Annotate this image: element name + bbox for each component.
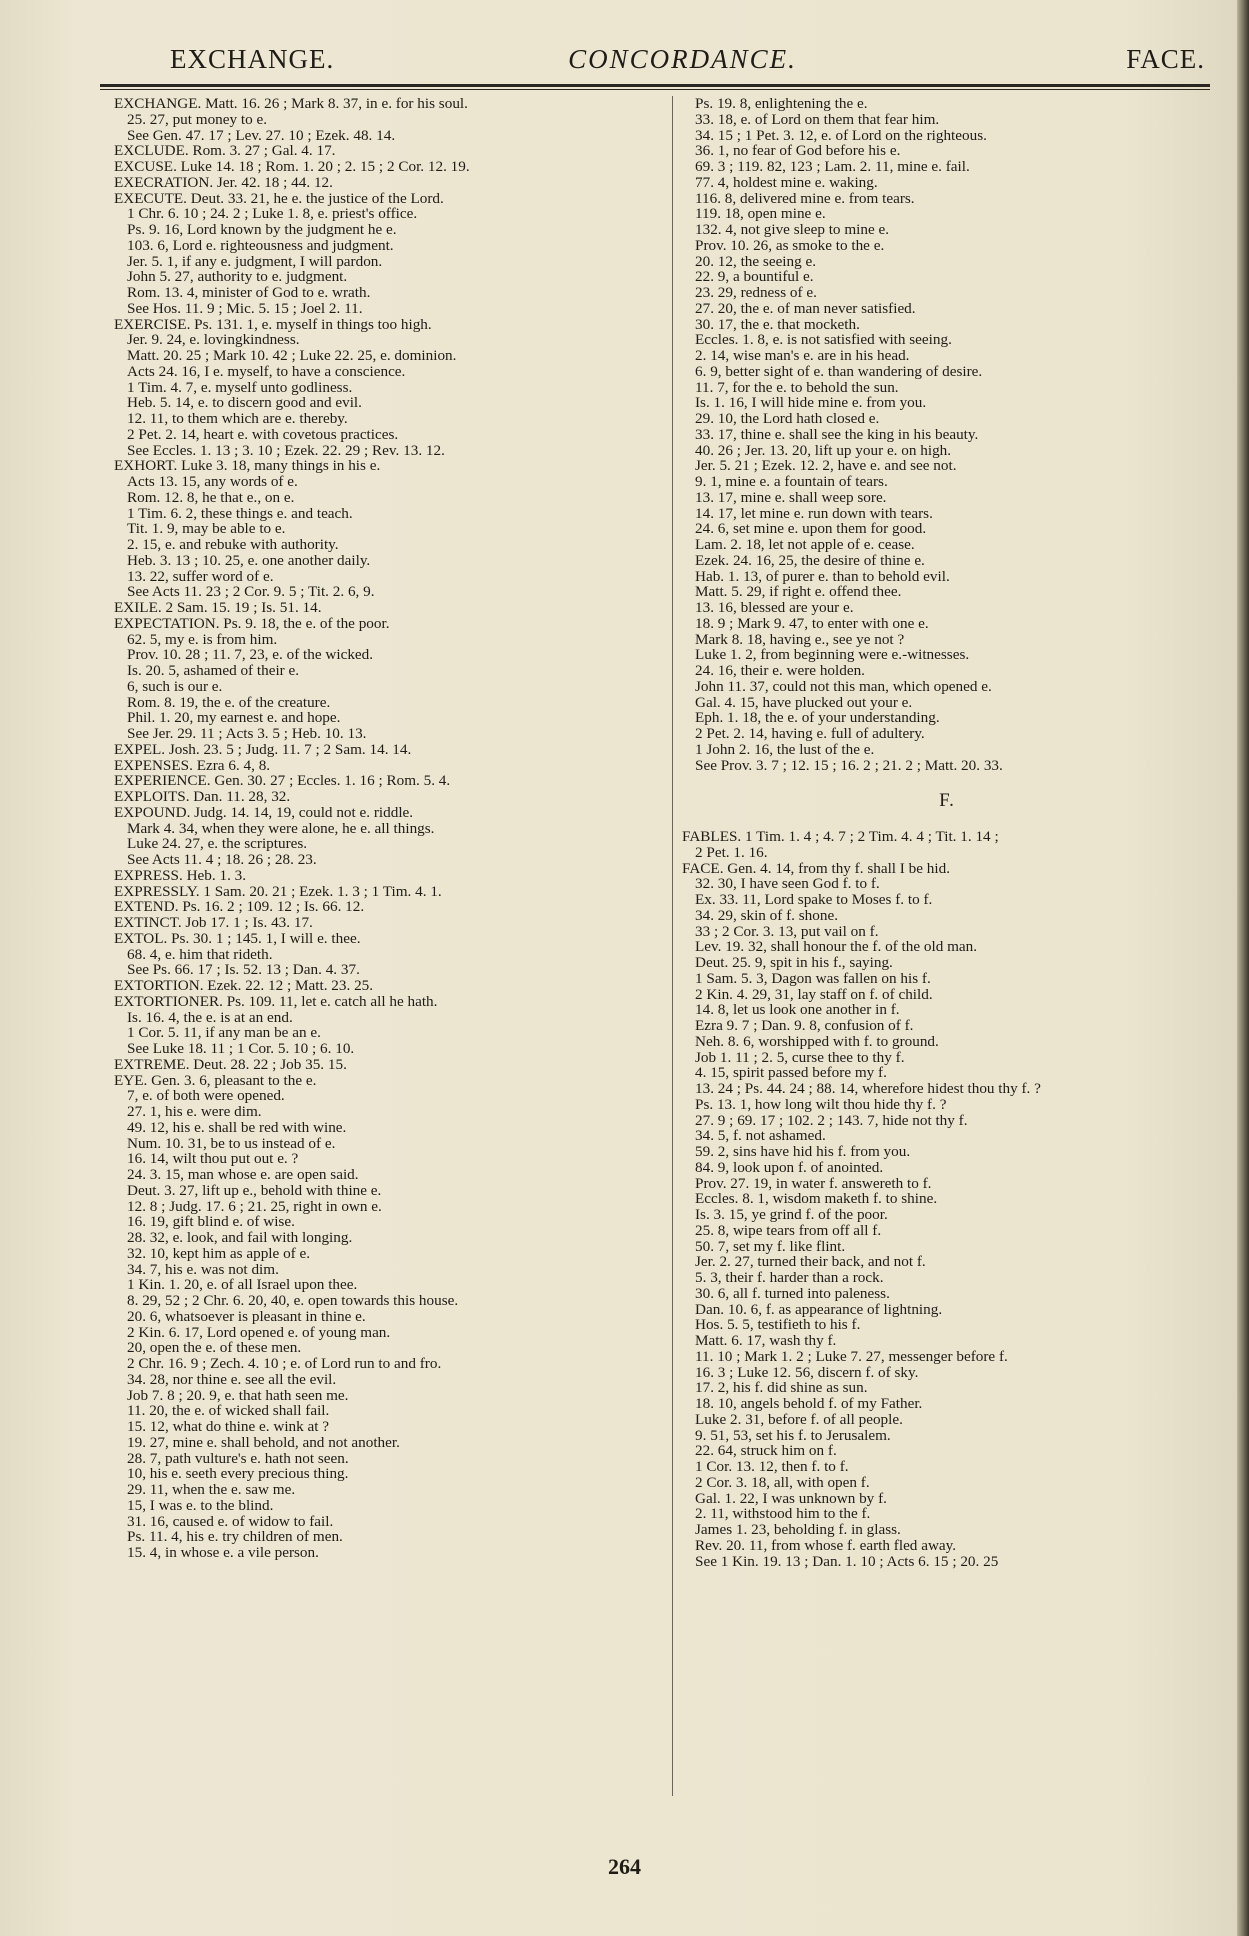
concordance-entry: FABLES. 1 Tim. 1. 4 ; 4. 7 ; 2 Tim. 4. 4 ; Tit. 1. 14 ; <box>682 829 999 845</box>
concordance-subentry: Prov. 10. 26, as smoke to the e. <box>695 237 885 254</box>
concordance-subentry: 34. 29, skin of f. shone. <box>695 907 839 924</box>
concordance-subentry: 9. 1, mine e. a fountain of tears. <box>695 474 888 490</box>
concordance-subentry: Heb. 3. 13 ; 10. 25, e. one another daily. <box>127 552 371 569</box>
concordance-subentry: Hab. 1. 13, of purer e. than to behold evil. <box>695 568 950 585</box>
concordance-subentry: Acts 24. 16, I e. myself, to have a conscience. <box>127 363 406 380</box>
concordance-subentry: See Eccles. 1. 13 ; 3. 10 ; Ezek. 22. 29 ; Rev. 13. 12. <box>127 442 445 459</box>
right-column-eye-continued <box>682 96 1212 773</box>
concordance-subentry: See Gen. 47. 17 ; Lev. 27. 10 ; Ezek. 48. 14. <box>127 127 396 144</box>
concordance-subentry: 13. 16, blessed are your e. <box>695 600 854 616</box>
right-column <box>682 96 1212 1569</box>
concordance-subentry: 103. 6, Lord e. righteousness and judgment. <box>127 237 394 254</box>
concordance-subentry: Gal. 1. 22, I was unknown by f. <box>695 1490 887 1507</box>
concordance-subentry: See Acts 11. 23 ; 2 Cor. 9. 5 ; Tit. 2. 6, 9. <box>127 584 375 600</box>
concordance-entry: EXPRESSLY. 1 Sam. 20. 21 ; Ezek. 1. 3 ; 1 Tim. 4. 1. <box>114 883 442 900</box>
concordance-subentry: 2 Cor. 3. 18, all, with open f. <box>695 1474 870 1491</box>
concordance-subentry: Rev. 20. 11, from whose f. earth fled away. <box>695 1537 957 1554</box>
column-divider <box>672 96 673 1796</box>
concordance-subentry: Luke 2. 31, before f. of all people. <box>695 1411 903 1428</box>
concordance-subentry: 4. 15, spirit passed before my f. <box>695 1065 887 1081</box>
concordance-subentry: See 1 Kin. 19. 13 ; Dan. 1. 10 ; Acts 6. 15 ; 20. 25 <box>695 1553 999 1570</box>
concordance-subentry: 1 Cor. 13. 12, then f. to f. <box>695 1459 849 1475</box>
concordance-subentry: Deut. 25. 9, spit in his f., saying. <box>695 955 893 971</box>
concordance-entry: EXPECTATION. Ps. 9. 18, the e. of the poor. <box>114 615 390 632</box>
concordance-subentry: 15. 12, what do thine e. wink at ? <box>127 1419 330 1435</box>
concordance-subentry: Is. 1. 16, I will hide mine e. from you. <box>695 395 927 411</box>
concordance-subentry: Jer. 5. 1, if any e. judgment, I will pardon. <box>127 253 383 270</box>
concordance-subentry: 15, I was e. to the blind. <box>127 1497 274 1514</box>
concordance-subentry: 32. 10, kept him as apple of e. <box>127 1245 311 1262</box>
concordance-entry: EXTEND. Ps. 16. 2 ; 109. 12 ; Is. 66. 12. <box>114 899 365 915</box>
concordance-subentry: Is. 3. 15, ye grind f. of the poor. <box>695 1207 888 1223</box>
concordance-subentry: Ps. 19. 8, enlightening the e. <box>695 96 868 112</box>
concordance-subentry: Jer. 5. 21 ; Ezek. 12. 2, have e. and see not. <box>695 458 957 474</box>
concordance-subentry: Lev. 19. 32, shall honour the f. of the old man. <box>695 939 978 955</box>
concordance-subentry: Rom. 8. 19, the e. of the creature. <box>127 694 331 711</box>
concordance-subentry: 16. 3 ; Luke 12. 56, discern f. of sky. <box>695 1364 919 1381</box>
concordance-subentry: Eph. 1. 18, the e. of your understanding. <box>695 710 940 726</box>
concordance-subentry: Hos. 5. 5, testifieth to his f. <box>695 1317 861 1333</box>
concordance-entry: EYE. Gen. 3. 6, pleasant to the e. <box>114 1072 317 1089</box>
concordance-subentry: 2 Pet. 2. 14, having e. full of adultery. <box>695 726 925 742</box>
concordance-subentry: 36. 1, no fear of God before his e. <box>695 143 901 159</box>
concordance-subentry: 34. 7, his e. was not dim. <box>127 1261 279 1278</box>
concordance-subentry: 30. 17, the e. that mocketh. <box>695 316 860 333</box>
concordance-subentry: 17. 2, his f. did shine as sun. <box>695 1380 868 1396</box>
concordance-subentry: 49. 12, his e. shall be red with wine. <box>127 1119 347 1136</box>
concordance-subentry: Mark 4. 34, when they were alone, he e. all things. <box>127 820 435 837</box>
concordance-subentry: Deut. 3. 27, lift up e., behold with thine e. <box>127 1182 382 1199</box>
concordance-subentry: 6, such is our e. <box>127 678 223 695</box>
concordance-subentry: Num. 10. 31, be to us instead of e. <box>127 1135 336 1152</box>
concordance-subentry: 15. 4, in whose e. a vile person. <box>127 1545 319 1561</box>
concordance-entry: EXECUTE. Deut. 33. 21, he e. the justice of the Lord. <box>114 190 444 207</box>
concordance-subentry: 25. 8, wipe tears from off all f. <box>695 1222 882 1239</box>
concordance-subentry: 22. 64, struck him on f. <box>695 1443 837 1459</box>
concordance-subentry: Prov. 10. 28 ; 11. 7, 23, e. of the wicked. <box>127 647 374 663</box>
concordance-subentry: See Acts 11. 4 ; 18. 26 ; 28. 23. <box>127 852 317 868</box>
concordance-subentry: 33. 18, e. of Lord on them that fear him. <box>695 111 940 128</box>
concordance-subentry: 50. 7, set my f. like flint. <box>695 1238 846 1255</box>
concordance-subentry: Is. 20. 5, ashamed of their e. <box>127 663 300 679</box>
concordance-subentry: 30. 6, all f. turned into paleness. <box>695 1285 890 1302</box>
concordance-subentry: Jer. 2. 27, turned their back, and not f. <box>695 1254 926 1270</box>
concordance-subentry: John 5. 27, authority to e. judgment. <box>127 269 348 285</box>
concordance-subentry: 2 Pet. 2. 14, heart e. with covetous practices. <box>127 426 399 443</box>
concordance-subentry: 1 Chr. 6. 10 ; 24. 2 ; Luke 1. 8, e. priest's office. <box>127 206 418 222</box>
concordance-entry: EXCHANGE. Matt. 16. 26 ; Mark 8. 37, in e. for his soul. <box>114 96 468 112</box>
concordance-subentry: 33 ; 2 Cor. 3. 13, put vail on f. <box>695 923 879 940</box>
concordance-subentry: 29. 10, the Lord hath closed e. <box>695 411 880 427</box>
concordance-subentry: Gal. 4. 15, have plucked out your e. <box>695 694 913 711</box>
concordance-subentry: 27. 9 ; 69. 17 ; 102. 2 ; 143. 7, hide not thy f. <box>695 1112 968 1129</box>
concordance-entry: EXPOUND. Judg. 14. 14, 19, could not e. riddle. <box>114 804 414 821</box>
concordance-subentry: 10, his e. seeth every precious thing. <box>127 1466 349 1482</box>
concordance-subentry: 9. 51, 53, set his f. to Jerusalem. <box>695 1427 891 1444</box>
concordance-subentry: Luke 24. 27, e. the scriptures. <box>127 836 308 852</box>
concordance-subentry: 1 Tim. 6. 2, these things e. and teach. <box>127 505 353 522</box>
concordance-entry: EXTREME. Deut. 28. 22 ; Job 35. 15. <box>114 1056 347 1073</box>
concordance-entry: EXTORTION. Ezek. 22. 12 ; Matt. 23. 25. <box>114 978 374 994</box>
concordance-subentry: Neh. 8. 6, worshipped with f. to ground. <box>695 1033 939 1050</box>
concordance-subentry: 8. 29, 52 ; 2 Chr. 6. 20, 40, e. open towards this house. <box>127 1293 459 1309</box>
concordance-subentry: Luke 1. 2, from beginning were e.-witnesses. <box>695 647 970 663</box>
concordance-subentry: 23. 29, redness of e. <box>695 285 817 301</box>
concordance-subentry: 69. 3 ; 119. 82, 123 ; Lam. 2. 11, mine e. fail. <box>695 159 970 175</box>
concordance-subentry: Heb. 5. 14, e. to discern good and evil. <box>127 395 362 411</box>
concordance-subentry: 12. 8 ; Judg. 17. 6 ; 21. 25, right in own e. <box>127 1198 382 1215</box>
concordance-subentry: 18. 10, angels behold f. of my Father. <box>695 1396 923 1412</box>
concordance-subentry: John 11. 37, could not this man, which opened e. <box>695 678 992 695</box>
concordance-entry: EXTINCT. Job 17. 1 ; Is. 43. 17. <box>114 915 313 931</box>
concordance-subentry: Ezra 9. 7 ; Dan. 9. 8, confusion of f. <box>695 1018 914 1034</box>
concordance-subentry: 22. 9, a bountiful e. <box>695 269 814 285</box>
concordance-subentry: 2. 15, e. and rebuke with authority. <box>127 537 339 553</box>
concordance-subentry: 27. 20, the e. of man never satisfied. <box>695 300 916 317</box>
concordance-subentry: 2. 14, wise man's e. are in his head. <box>695 348 910 364</box>
concordance-subentry: Prov. 27. 19, in water f. answereth to f. <box>695 1175 932 1192</box>
concordance-subentry: 34. 15 ; 1 Pet. 3. 12, e. of Lord on the righteous. <box>695 127 987 144</box>
concordance-subentry: See Prov. 3. 7 ; 12. 15 ; 16. 2 ; 21. 2 ; Matt. 20. 33. <box>695 757 1003 774</box>
concordance-subentry: Phil. 1. 20, my earnest e. and hope. <box>127 710 341 726</box>
concordance-subentry: Is. 16. 4, the e. is at an end. <box>127 1009 293 1026</box>
section-letter: F. <box>939 790 955 812</box>
concordance-subentry: 119. 18, open mine e. <box>695 206 826 222</box>
header-rule-thin <box>100 89 1210 90</box>
concordance-entry: EXCLUDE. Rom. 3. 27 ; Gal. 4. 17. <box>114 143 336 159</box>
concordance-subentry: 11. 7, for the e. to behold the sun. <box>695 379 899 396</box>
concordance-subentry: 24. 16, their e. were holden. <box>695 663 865 679</box>
concordance-subentry: 16. 14, wilt thou put out e. ? <box>127 1151 299 1167</box>
concordance-subentry: 12. 11, to them which are e. thereby. <box>127 411 348 427</box>
concordance-subentry: 62. 5, my e. is from him. <box>127 631 278 648</box>
concordance-subentry: 28. 7, path vulture's e. hath not seen. <box>127 1450 349 1467</box>
concordance-subentry: Matt. 5. 29, if right e. offend thee. <box>695 584 902 600</box>
concordance-entry: EXTORTIONER. Ps. 109. 11, let e. catch all he hath. <box>114 993 438 1010</box>
concordance-subentry: 132. 4, not give sleep to mine e. <box>695 222 890 238</box>
concordance-subentry: 31. 16, caused e. of widow to fail. <box>127 1513 334 1530</box>
concordance-subentry: 2. 11, withstood him to the f. <box>695 1506 871 1522</box>
concordance-subentry: See Ps. 66. 17 ; Is. 52. 13 ; Dan. 4. 37. <box>127 962 360 978</box>
concordance-subentry: Ex. 33. 11, Lord spake to Moses f. to f. <box>695 892 933 908</box>
concordance-subentry: James 1. 23, beholding f. in glass. <box>695 1522 901 1538</box>
header-right-guideword: FACE. <box>1126 44 1205 74</box>
concordance-subentry: 33. 17, thine e. shall see the king in his beauty. <box>695 426 979 443</box>
concordance-entry: EXPEL. Josh. 23. 5 ; Judg. 11. 7 ; 2 Sam. 14. 14. <box>114 741 412 758</box>
concordance-subentry: 34. 28, nor thine e. see all the evil. <box>127 1371 337 1388</box>
concordance-subentry: Eccles. 1. 8, e. is not satisfied with seeing. <box>695 332 952 348</box>
book-spine-edge <box>1237 0 1249 1936</box>
header-title: CONCORDANCE. <box>568 44 797 74</box>
page-number: 264 <box>608 1854 641 1879</box>
concordance-subentry: 1 Tim. 4. 7, e. myself unto godliness. <box>127 379 353 396</box>
concordance-subentry: Jer. 9. 24, e. lovingkindness. <box>127 332 300 348</box>
concordance-subentry: 34. 5, f. not ashamed. <box>695 1128 826 1144</box>
concordance-subentry: 2 Chr. 16. 9 ; Zech. 4. 10 ; e. of Lord run to and fro. <box>127 1356 442 1372</box>
concordance-entry: EXTOL. Ps. 30. 1 ; 145. 1, I will e. thee. <box>114 930 361 947</box>
concordance-subentry: 11. 20, the e. of wicked shall fail. <box>127 1403 330 1419</box>
concordance-subentry: 27. 1, his e. were dim. <box>127 1104 262 1120</box>
concordance-entry: EXHORT. Luke 3. 18, many things in his e. <box>114 458 381 474</box>
header-left-guideword: EXCHANGE. <box>170 44 335 74</box>
concordance-subentry: 84. 9, look upon f. of anointed. <box>695 1159 884 1176</box>
concordance-subentry: 1 Sam. 5. 3, Dagon was fallen on his f. <box>695 970 931 987</box>
concordance-entry: EXERCISE. Ps. 131. 1, e. myself in things too high. <box>114 316 432 333</box>
concordance-entry: EXPERIENCE. Gen. 30. 27 ; Eccles. 1. 16 ; Rom. 5. 4. <box>114 773 451 789</box>
concordance-subentry: Matt. 20. 25 ; Mark 10. 42 ; Luke 22. 25, e. dominion. <box>127 348 457 364</box>
right-column-f-section <box>682 829 1212 1569</box>
page-header <box>160 40 1205 82</box>
concordance-subentry: 29. 11, when the e. saw me. <box>127 1482 296 1498</box>
concordance-entry: EXPLOITS. Dan. 11. 28, 32. <box>114 789 291 805</box>
concordance-subentry: Tit. 1. 9, may be able to e. <box>127 521 286 537</box>
concordance-subentry: Lam. 2. 18, let not apple of e. cease. <box>695 537 915 553</box>
concordance-subentry: Job 1. 11 ; 2. 5, curse thee to thy f. <box>695 1049 905 1066</box>
concordance-subentry: 13. 22, suffer word of e. <box>127 568 274 585</box>
concordance-subentry: Matt. 6. 17, wash thy f. <box>695 1333 837 1349</box>
concordance-subentry: 2 Pet. 1. 16. <box>695 844 768 861</box>
concordance-subentry: Eccles. 8. 1, wisdom maketh f. to shine. <box>695 1191 938 1207</box>
header-rule <box>100 84 1210 87</box>
concordance-subentry: 20. 6, whatsoever is pleasant in thine e. <box>127 1308 366 1325</box>
concordance-subentry: 5. 3, their f. harder than a rock. <box>695 1270 884 1286</box>
concordance-subentry: Ezek. 24. 16, 25, the desire of thine e. <box>695 552 925 569</box>
concordance-subentry: Ps. 9. 16, Lord known by the judgment he e. <box>127 222 397 238</box>
left-column <box>114 96 674 1561</box>
concordance-subentry: 18. 9 ; Mark 9. 47, to enter with one e. <box>695 615 929 632</box>
concordance-subentry: 7, e. of both were opened. <box>127 1088 285 1104</box>
concordance-subentry: 13. 24 ; Ps. 44. 24 ; 88. 14, wherefore hidest thou thy f. ? <box>695 1081 1041 1097</box>
concordance-subentry: 40. 26 ; Jer. 13. 20, lift up your e. on high. <box>695 442 952 459</box>
concordance-subentry: 68. 4, e. him that rideth. <box>127 946 273 963</box>
concordance-entry: EXPRESS. Heb. 1. 3. <box>114 867 247 884</box>
concordance-subentry: 25. 27, put money to e. <box>127 111 268 128</box>
concordance-subentry: 2 Kin. 4. 29, 31, lay staff on f. of child. <box>695 986 933 1003</box>
concordance-entry: EXPENSES. Ezra 6. 4, 8. <box>114 757 271 774</box>
concordance-subentry: 1 Cor. 5. 11, if any man be an e. <box>127 1025 321 1041</box>
concordance-subentry: 16. 19, gift blind e. of wise. <box>127 1214 295 1230</box>
concordance-subentry: Acts 13. 15, any words of e. <box>127 474 298 490</box>
concordance-subentry: 14. 8, let us look one another in f. <box>695 1002 900 1018</box>
concordance-subentry: 6. 9, better sight of e. than wandering of desire. <box>695 363 983 380</box>
concordance-subentry: Ps. 11. 4, his e. try children of men. <box>127 1529 343 1545</box>
concordance-subentry: Job 7. 8 ; 20. 9, e. that hath seen me. <box>127 1387 349 1404</box>
concordance-entry: EXECRATION. Jer. 42. 18 ; 44. 12. <box>114 174 333 191</box>
concordance-subentry: See Jer. 29. 11 ; Acts 3. 5 ; Heb. 10. 13. <box>127 726 367 742</box>
concordance-subentry: Ps. 13. 1, how long wilt thou hide thy f. ? <box>695 1096 947 1113</box>
concordance-subentry: Rom. 12. 8, he that e., on e. <box>127 489 295 506</box>
concordance-subentry: 59. 2, sins have hid his f. from you. <box>695 1144 911 1160</box>
concordance-subentry: 1 John 2. 16, the lust of the e. <box>695 741 875 758</box>
concordance-subentry: 14. 17, let mine e. run down with tears. <box>695 505 933 522</box>
concordance-entry: EXCUSE. Luke 14. 18 ; Rom. 1. 20 ; 2. 15 ; 2 Cor. 12. 19. <box>114 159 470 175</box>
concordance-subentry: 116. 8, delivered mine e. from tears. <box>695 190 915 207</box>
concordance-subentry: 19. 27, mine e. shall behold, and not another. <box>127 1434 400 1451</box>
concordance-subentry: 20. 12, the seeing e. <box>695 253 817 270</box>
concordance-subentry: 1 Kin. 1. 20, e. of all Israel upon thee. <box>127 1277 358 1293</box>
concordance-subentry: 13. 17, mine e. shall weep sore. <box>695 489 887 506</box>
concordance-subentry: 28. 32, e. look, and fail with longing. <box>127 1230 353 1246</box>
concordance-subentry: Mark 8. 18, having e., see ye not ? <box>695 631 905 648</box>
concordance-subentry: 24. 3. 15, man whose e. are open said. <box>127 1167 359 1183</box>
concordance-subentry: 2 Kin. 6. 17, Lord opened e. of young man. <box>127 1324 391 1341</box>
concordance-subentry: 20, open the e. of these men. <box>127 1340 302 1356</box>
concordance-subentry: Rom. 13. 4, minister of God to e. wrath. <box>127 285 371 301</box>
concordance-subentry: 32. 30, I have seen God f. to f. <box>695 876 880 892</box>
concordance-entry: EXILE. 2 Sam. 15. 19 ; Is. 51. 14. <box>114 600 322 616</box>
concordance-subentry: See Luke 18. 11 ; 1 Cor. 5. 10 ; 6. 10. <box>127 1041 355 1057</box>
concordance-subentry: 77. 4, holdest mine e. waking. <box>695 174 878 191</box>
concordance-subentry: 11. 10 ; Mark 1. 2 ; Luke 7. 27, messenger before f. <box>695 1348 1008 1365</box>
concordance-subentry: See Hos. 11. 9 ; Mic. 5. 15 ; Joel 2. 11. <box>127 300 363 317</box>
concordance-entry: FACE. Gen. 4. 14, from thy f. shall I be hid. <box>682 860 950 877</box>
concordance-subentry: 24. 6, set mine e. upon them for good. <box>695 521 927 537</box>
concordance-subentry: Dan. 10. 6, f. as appearance of lightning. <box>695 1301 943 1318</box>
